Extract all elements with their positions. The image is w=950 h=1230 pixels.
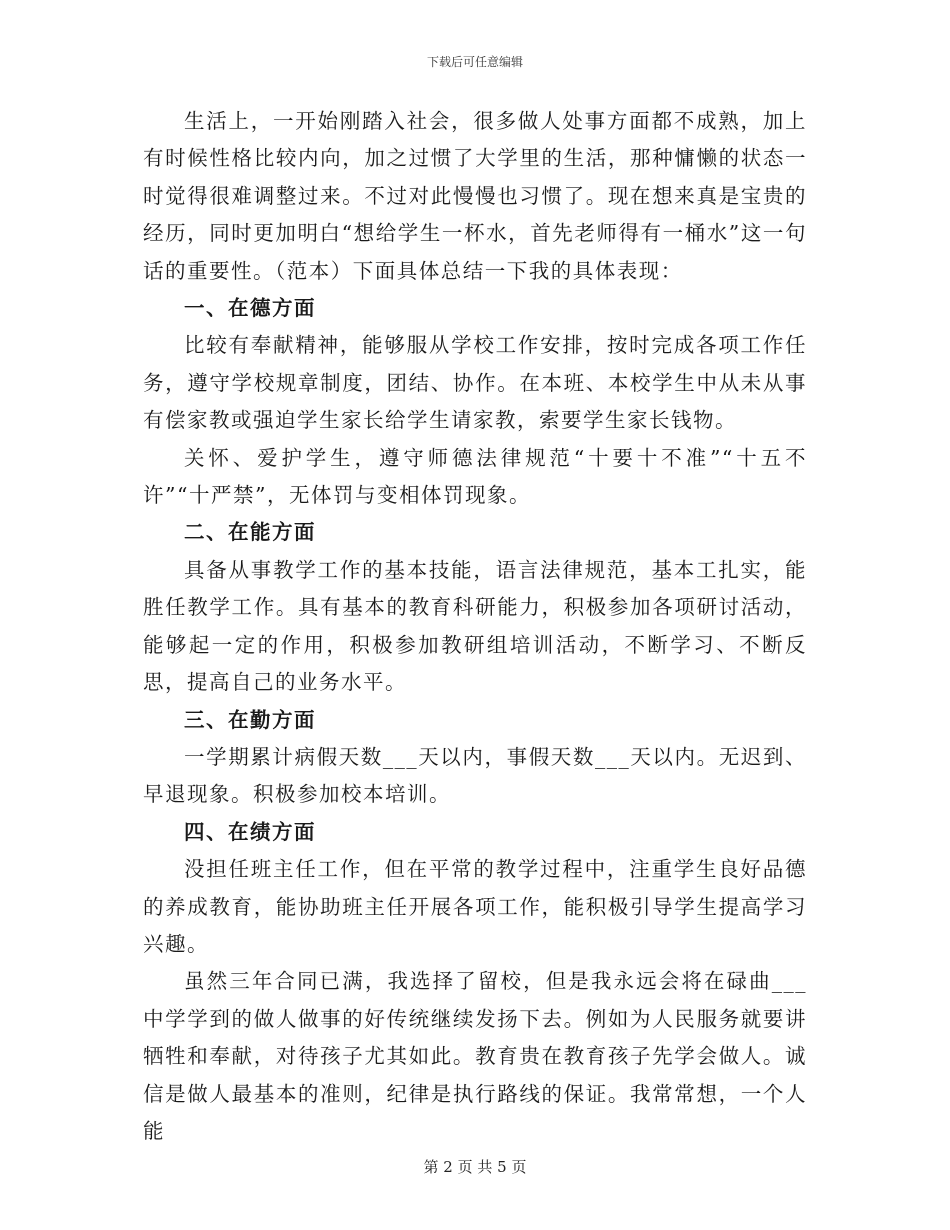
page-number-footer: 第 2 页 共 5 页 <box>423 1158 527 1176</box>
paragraph-achievement-1: 没担任班主任工作，但在平常的教学过程中，注重学生良好品德的养成教育，能协助班主任开展各项工作，能积极引导学生提高学习兴趣。 <box>143 857 807 956</box>
document-body <box>143 103 807 1150</box>
section-heading-diligence: 三、在勤方面 <box>184 707 316 732</box>
paragraph-life: 生活上，一开始刚踏入社会，很多做人处事方面都不成熟，加上有时候性格比较内向，加之过惯了大学里的生活，那种慵懒的状态一时觉得很难调整过来。不过对此慢慢也习惯了。现在想来真是宝贵的经历，同时更加明白“想给学生一杯水，首先老师得有一桶水”这一句话的重要性。（范本）下面具体总结一下我的具体表现： <box>143 109 807 283</box>
section-heading-achievement: 四、在绩方面 <box>184 819 316 844</box>
paragraph-morality-1: 比较有奉献精神，能够服从学校工作安排，按时完成各项工作任务，遵守学校规章制度，团结、协作。在本班、本校学生中从未从事有偿家教或强迫学生家长给学生请家教，索要学生家长钱物。 <box>143 333 807 433</box>
section-heading-ability: 二、在能方面 <box>184 520 316 545</box>
paragraph-morality-2: 关怀、爱护学生，遵守师德法律规范“十要十不准”“十五不许”“十严禁”，无体罚与变相体罚现象。 <box>143 445 807 508</box>
paragraph-achievement-2: 虽然三年合同已满，我选择了留校，但是我永远会将在碌曲___中学学到的做人做事的好传统继续发扬下去。例如为人民服务就要讲牺牲和奉献，对待孩子尤其如此。教育贵在教育孩子先学会做人。诚信是做人最基本的准则，纪律是执行路线的保证。我常常想，一个人能 <box>143 969 807 1143</box>
section-heading-morality: 一、在德方面 <box>184 296 316 321</box>
page-header: 下载后可任意编辑 <box>426 55 523 69</box>
paragraph-ability: 具备从事教学工作的基本技能，语言法律规范，基本工扎实，能胜任教学工作。具有基本的教育科研能力，积极参加各项研讨活动，能够起一定的作用，积极参加教研组培训活动，不断学习、不断反思，提高自己的业务水平。 <box>143 557 807 695</box>
paragraph-diligence: 一学期累计病假天数___天以内，事假天数___天以内。无迟到、早退现象。积极参加校本培训。 <box>143 744 807 807</box>
